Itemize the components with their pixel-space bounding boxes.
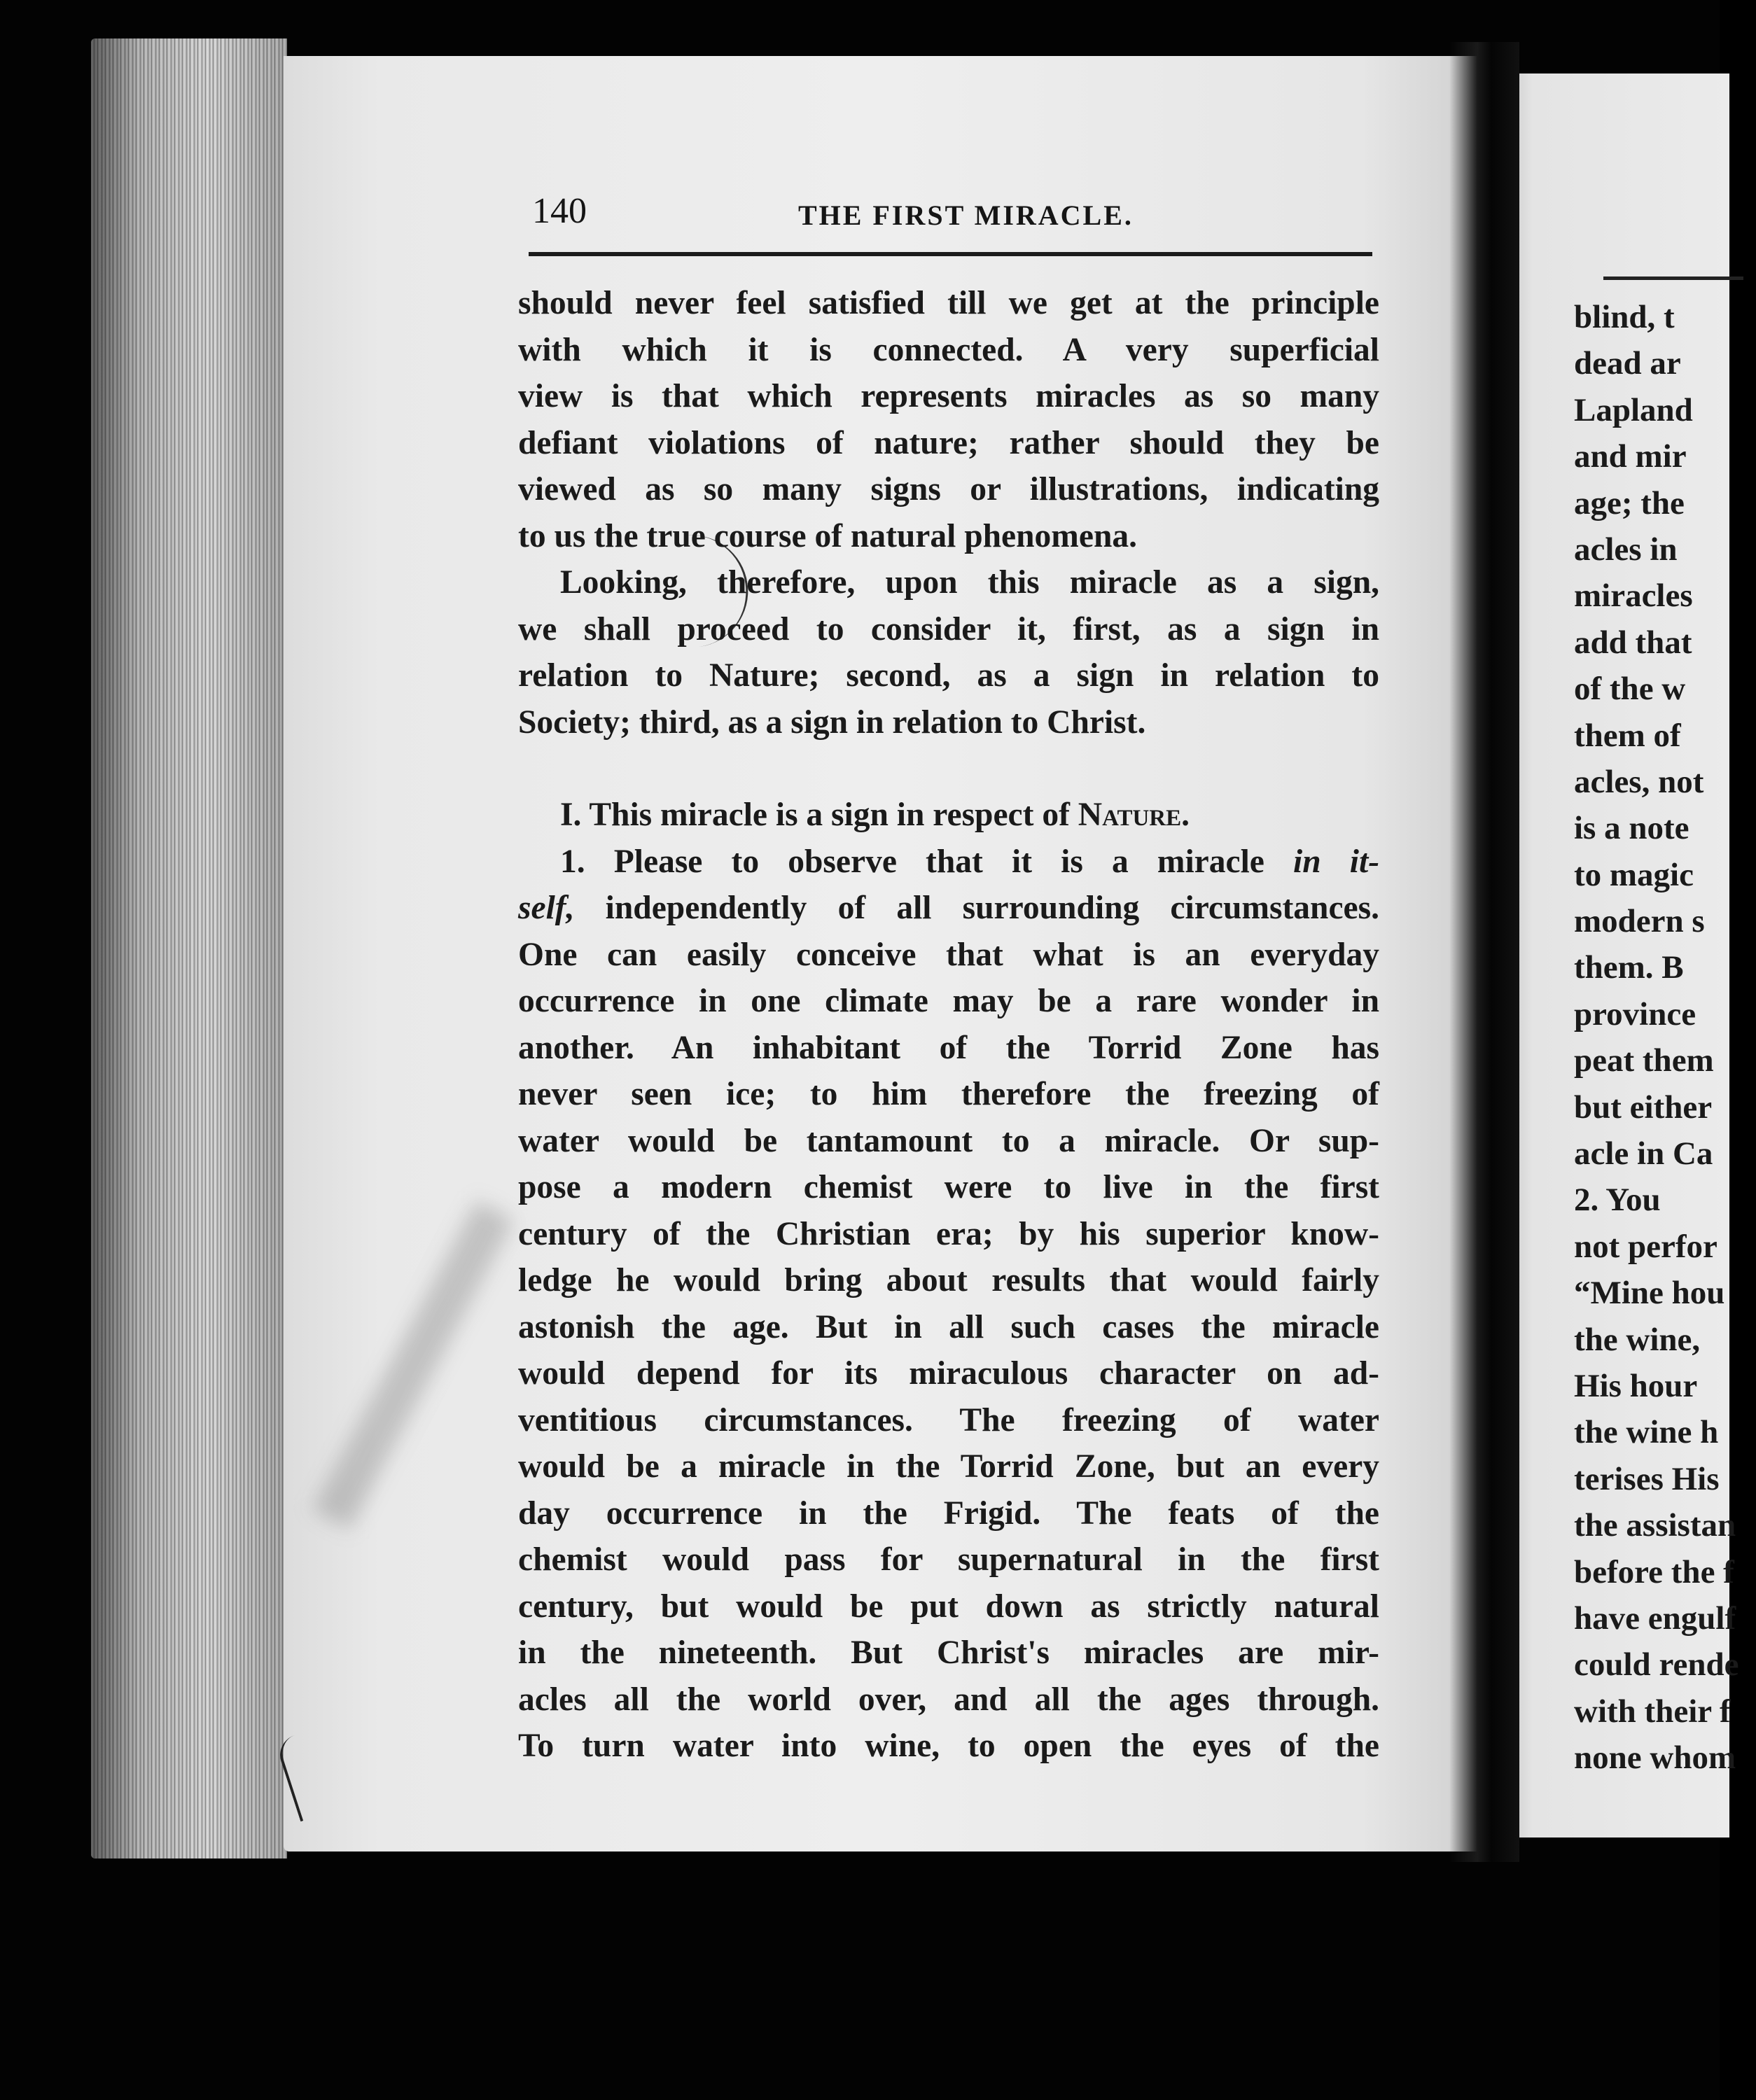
text-line: 2. You [1574, 1182, 1661, 1219]
text-line: in the nineteenth. But Christ's miracles are mir- [518, 1634, 1379, 1671]
text-line: another. An inhabitant of the Torrid Zone has [518, 1029, 1379, 1066]
left-page-text [518, 280, 1379, 1770]
text-line: of the w [1574, 671, 1686, 708]
text-line: we shall proceed to consider it, first, as a sign in [518, 610, 1379, 648]
text-line: should never feel satisfied till we get at the principle [518, 285, 1379, 321]
text-line: to magic [1574, 856, 1694, 893]
text-line: chemist would pass for supernatural in the first [518, 1541, 1379, 1578]
text-line: none whom [1574, 1740, 1736, 1777]
page-block-shadow [91, 38, 287, 1858]
text-line: His hour [1574, 1367, 1698, 1404]
text-line: relation to Nature; second, as a sign in relation to [518, 657, 1379, 694]
text-line: would be a miracle in the Torrid Zone, but an every [518, 1448, 1379, 1485]
text-line: add that [1574, 624, 1692, 661]
text-line: occurrence in one climate may be a rare wonder in [518, 983, 1379, 1019]
text-line: astonish the age. But in all such cases the miracle [518, 1308, 1379, 1345]
running-title: THE FIRST MIRACLE. [798, 200, 1134, 231]
text-line: the wine h [1574, 1414, 1719, 1451]
text-line: with which it is connected. A very superficial [518, 331, 1379, 368]
text-line: and mir [1574, 438, 1687, 475]
text-line: view is that which represents miracles as so many [518, 378, 1379, 414]
text-line: not perfor [1574, 1228, 1717, 1265]
text-line: defiant violations of nature; rather should they be [518, 424, 1379, 461]
header-rule [529, 252, 1372, 256]
text-line: could rende [1574, 1646, 1739, 1684]
italic-segment: self, [518, 890, 575, 926]
text-line: province [1574, 995, 1696, 1032]
section-heading [518, 792, 1379, 839]
text-line: never seen ice; to him therefore the freezing of [518, 1076, 1379, 1112]
text-line: but either [1574, 1088, 1713, 1126]
text-line: pose a modern chemist were to live in the first [518, 1169, 1379, 1205]
text-line: the assistan [1574, 1507, 1736, 1544]
text-line: with their f [1574, 1693, 1731, 1730]
text-line: Looking, therefore, upon this miracle as a sign, [560, 564, 1379, 601]
text-line [518, 839, 1379, 886]
text-line: acles all the world over, and all the ages through. [518, 1681, 1379, 1718]
text-line: ledge he would bring about results that would fairly [518, 1262, 1379, 1298]
text-line: One can easily conceive that what is an everyday [518, 936, 1379, 973]
text-line: peat them [1574, 1042, 1714, 1079]
section-heading-text: I. This miracle is a sign in respect of [560, 797, 1070, 833]
right-page-text [1574, 294, 1756, 1782]
text-line: Society; third, as a sign in relation to Christ. [518, 704, 1146, 741]
section-gap [518, 746, 1379, 792]
text-line: water would be tantamount to a miracle. Or sup- [518, 1122, 1379, 1159]
text-line: dead ar [1574, 345, 1681, 382]
text-line: terises His [1574, 1460, 1720, 1497]
text-line: the wine, [1574, 1321, 1701, 1358]
text-line: acles, not [1574, 763, 1704, 800]
book-gutter [1449, 42, 1519, 1862]
text-line: them of [1574, 717, 1681, 754]
right-header-rule [1603, 276, 1743, 280]
text-line: miracles [1574, 578, 1693, 615]
text-line: to us the true course of natural phenomena. [518, 517, 1137, 554]
text-line: acles in [1574, 531, 1678, 568]
page-number: 140 [532, 191, 587, 231]
text-segment: 1. Please to observe that it is a miracle [560, 843, 1264, 880]
text-line: them. B [1574, 949, 1684, 986]
text-line: day occurrence in the Frigid. The feats of the [518, 1494, 1379, 1532]
text-line: acle in Ca [1574, 1135, 1713, 1172]
text-line [518, 885, 1379, 932]
text-line: To turn water into wine, to open the eyes of the [518, 1728, 1379, 1764]
text-line: would depend for its miraculous character on ad- [518, 1355, 1379, 1392]
text-line: age; the [1574, 484, 1685, 522]
text-line: “Mine hou [1574, 1275, 1725, 1312]
text-line: century of the Christian era; by his superior know- [518, 1215, 1379, 1252]
text-line: before the f [1574, 1553, 1734, 1590]
text-line: ventitious circumstances. The freezing of water [518, 1401, 1379, 1438]
text-line: is a note [1574, 810, 1689, 847]
section-heading-keyword: Nature. [1078, 797, 1190, 833]
text-line: modern s [1574, 903, 1705, 940]
text-line: Lapland [1574, 391, 1693, 428]
text-line: have engulf [1574, 1600, 1736, 1637]
text-line: blind, t [1574, 299, 1675, 335]
text-line: viewed as so many signs or illustrations, indicating [518, 471, 1379, 507]
text-segment: independently of all surrounding circumstances. [574, 890, 1379, 926]
text-line: century, but would be put down as strictly natural [518, 1588, 1379, 1625]
italic-segment: in it- [1293, 843, 1380, 880]
